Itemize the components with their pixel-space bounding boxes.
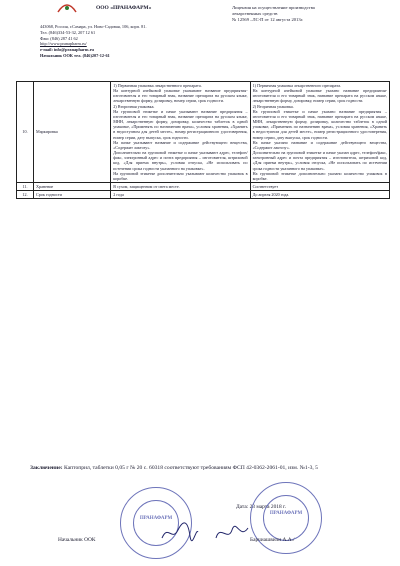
row-name: Маркировка xyxy=(34,82,111,183)
address-line: 443068, Россия, г.Самара, ул. Ново-Садовая, 106, корп. 81. xyxy=(40,24,147,29)
table-row-shelf-life xyxy=(17,191,390,199)
license-line: Лицензия на осуществление производства xyxy=(232,5,315,10)
company-logo xyxy=(56,0,78,14)
paragraph: На контурной ячейковой упаковке указывают название предприятия-изготовителя и его товарный знак, название препарата на русском языке, лекарственную форму, дозировку, номер серии, срок годности. xyxy=(113,88,248,104)
paragraph: На групповой этикетке дополнительно указывают количество упаковок в коробке. xyxy=(113,170,248,181)
fax-line: Факс (846) 287 41 62 xyxy=(40,35,78,41)
requirement-cell: В сухом, защищенном от света месте. xyxy=(111,182,250,190)
requirement-cell xyxy=(111,82,250,183)
ook-phone-line: Начальник ООК тел. (846)207-12-61 xyxy=(40,52,110,58)
specification-table xyxy=(16,81,390,199)
email-line: e-mail: info@pranapharm.ru xyxy=(40,47,94,53)
document-date: Дата: 23 марта 2018 г. xyxy=(236,504,286,510)
company-stamp xyxy=(250,482,322,554)
conclusion-text: Каптоприл, таблетки 0,05 г № 20 с. 60318 соответствуют требованиям ФСП 42-0362-2061-01, изм. №1-3, 5 xyxy=(64,465,318,471)
result-cell xyxy=(250,82,389,183)
row-number: 11. xyxy=(17,182,34,190)
paragraph: На пачке указано название и содержание действующего вещества, «Содержит лактозу». xyxy=(252,139,387,150)
row-number: 12. xyxy=(17,191,34,199)
paragraph: На контурной ячейковой упаковке указано название предприятия-изготовителя и его товарный знак, название препарата на русском языке, лекарственную форму, дозировку, номер серии, срок годности. xyxy=(252,88,387,104)
table-row-marking xyxy=(17,82,390,183)
signatory-title: Начальник ООК xyxy=(58,537,96,543)
paragraph: 1) Первичная упаковка лекарственного препарата. xyxy=(113,83,202,88)
conclusion-label: Заключение: xyxy=(30,465,63,471)
company-name: ООО «ПРАНАФАРМ» xyxy=(96,5,152,11)
paragraph: 2) Вторичная упаковка. xyxy=(252,103,294,109)
license-block xyxy=(232,5,382,23)
paragraph: 2) Вторичная упаковка. xyxy=(113,103,155,109)
paragraph: 1) Первичная упаковка лекарственного препарата. xyxy=(252,83,342,88)
paragraph: На пачке указывают название и содержание действующего вещества, «Содержит лактозу». xyxy=(113,139,248,150)
stamp-inner-ring xyxy=(263,495,309,541)
stamp-text: ПРАНАФАРМ xyxy=(139,516,173,521)
signatory-name: Барчиашвили А.А./ xyxy=(250,537,295,543)
phone-line: Тел. (846)334-53-32, 207 12 61 xyxy=(40,29,96,35)
conclusion xyxy=(30,463,380,473)
paragraph: Дополнительно на групповой этикетке и пачке указывают адрес, телефон/факс, электронный адрес и почта предприятия – изготовителя, штриховой код, «Для приема внутрь», условия отпуска, «Не использовать по истечении срока годности указанного на упаковке». xyxy=(113,150,248,171)
handwritten-signature xyxy=(160,520,200,544)
license-line: № 12569 –ЛС-П от 12 августа 2013г. xyxy=(232,17,304,22)
website-line: http://www.pranapharm.ru/ xyxy=(40,41,87,47)
result-cell: До апреля 2020 года. xyxy=(250,191,389,199)
company-address-block xyxy=(40,24,220,59)
row-name: Срок годности xyxy=(34,191,111,199)
handwritten-signature xyxy=(214,522,250,544)
paragraph: На групповой этикетке и пачке указано название предприятия – изготовителя и его товарный знак, название препарата на русском языке, МНН, лекарственную форму, дозировку, количество таблеток в одной упаковке, «Применять по назначению врача», условия хранения, «Хранить в недоступном для детей месте», номер регистрационного удостоверения, номер серии, дату выпуска, срок годности. xyxy=(252,108,387,140)
paragraph: На групповой этикетке дополнительно указано количество упаковок в коробке. xyxy=(252,170,387,181)
paragraph: На групповой этикетке и пачке указывают название предприятия – изготовителя и его товарный знак, название препарата на русском языке, МНН, лекарственную форму, дозировку, количество таблеток в одной упаковке, «Применять по назначению врача», условия хранения, «Хранить в недоступном для детей месте», номер регистрационного удостоверения, номер серии, дату выпуска, срок годности. xyxy=(113,108,248,140)
row-number: 10. xyxy=(17,82,34,183)
table-row-storage xyxy=(17,182,390,190)
license-line: лекарственных средств xyxy=(232,11,278,16)
stamp-text: ПРАНАФАРМ xyxy=(269,511,303,516)
result-cell: Соответствует xyxy=(250,182,389,190)
row-name: Хранение xyxy=(34,182,111,190)
requirement-cell: 2 года xyxy=(111,191,250,199)
paragraph: Дополнительно на групповой этикетке и пачке указан адрес, телефон/факс, электронный адрес и почта предприятия – изготовителя, штриховой код, «Для приема внутрь», условия отпуска, «Не использовать по истечении срока годности указанного на упаковке». xyxy=(252,150,387,171)
